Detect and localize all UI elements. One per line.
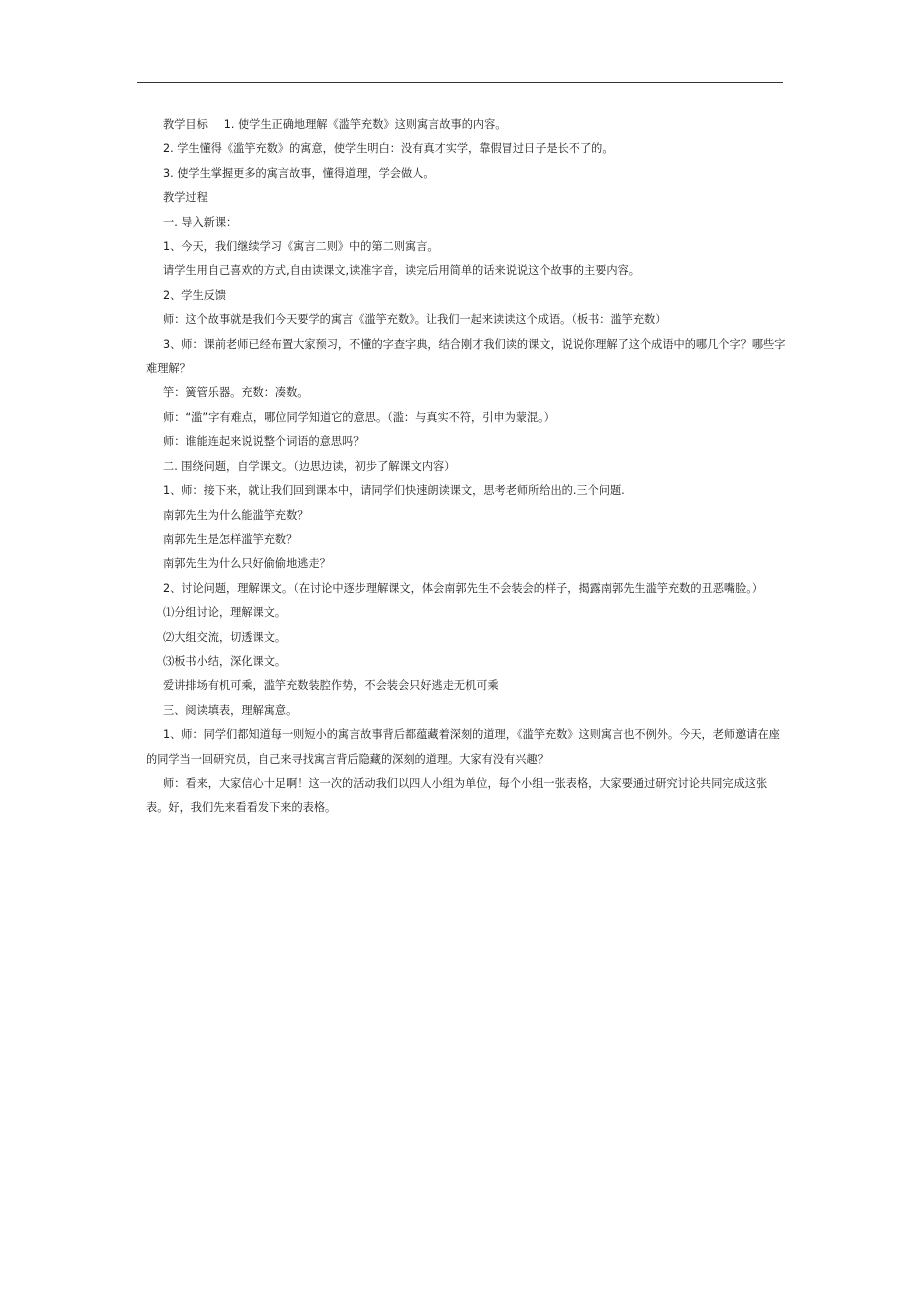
list-item: ⑶板书小结，深化课文。 <box>163 654 287 668</box>
question-item: 南郭先生为什么能滥竽充数？ <box>163 508 309 522</box>
teaching-goal-2: 2. 学生懂得《滥竽充数》的寓意，使学生明白：没有真才实学，靠假冒过日子是长不了的。 <box>163 142 614 156</box>
paragraph: 师：谁能连起来说说整个词语的意思吗？ <box>163 435 365 449</box>
paragraph: 2、学生反馈 <box>163 288 227 302</box>
teaching-goal-label: 教学目标 <box>163 118 208 131</box>
paragraph: 请学生用自己喜欢的方式,自由读课文,读准字音，读完后用简单的话来说说这个故事的主要内容。 <box>163 264 640 278</box>
paragraph: 师：这个故事就是我们今天要学的寓言《滥竽充数》。让我们一起来读读这个成语。（板书：滥竽充数） <box>163 313 667 327</box>
question-item: 南郭先生为什么只好偷偷地逃走？ <box>163 557 331 571</box>
paragraph: 师：“滥”字有难点，哪位同学知道它的意思。（滥：与真实不符，引申为蒙混。） <box>163 410 555 424</box>
teaching-goal-1 <box>146 113 786 137</box>
paragraph: 3、师：课前老师已经布置大家预习，不懂的字查字典，结合刚才我们读的课文，说说你理解了这个成语中的哪几个字？哪些字难理解？ <box>146 337 786 376</box>
teaching-goal-text: 1. 使学生正确地理解《滥竽充数》这则寓言故事的内容。 <box>223 118 507 131</box>
section-heading-3: 三、阅读填表，理解寓意。 <box>163 703 298 717</box>
paragraph: 2、讨论问题，理解课文。（在讨论中逐步理解课文，体会南郭先生不会装会的样子，揭露南郭先生滥竽充数的丑恶嘴脸。） <box>163 581 764 595</box>
question-item: 南郭先生是怎样滥竽充数？ <box>163 532 298 546</box>
header-rule <box>137 82 783 83</box>
section-heading-1: 一. 导入新课： <box>163 215 238 229</box>
section-heading-process: 教学过程 <box>163 191 208 205</box>
list-item: ⑴分组讨论，理解课文。 <box>163 606 287 620</box>
document-body <box>146 113 786 821</box>
teaching-goal-3: 3. 使学生掌握更多的寓言故事，懂得道理，学会做人。 <box>163 166 435 180</box>
section-heading-2: 二. 围绕问题，自学课文。（边思边读，初步了解课文内容） <box>163 459 456 473</box>
paragraph: 1、今天，我们继续学习《寓言二则》中的第二则寓言。 <box>163 240 439 254</box>
list-item: ⑵大组交流，切透课文。 <box>163 630 287 644</box>
board-summary: 爱讲排场有机可乘，滥竽充数装腔作势，不会装会只好逃走无机可乘 <box>163 679 499 693</box>
paragraph: 竽：簧管乐器。充数：凑数。 <box>163 386 309 400</box>
paragraph: 1、师：接下来，就让我们回到课本中，请同学们快速朗读课文，思考老师所给出的.三个问题. <box>163 484 625 498</box>
paragraph: 师：看来，大家信心十足啊！这一次的活动我们以四人小组为单位，每个小组一张表格，大家要通过研究讨论共同完成这张表。好，我们先来看看发下来的表格。 <box>146 776 768 815</box>
paragraph: 1、师：同学们都知道每一则短小的寓言故事背后都蕴藏着深刻的道理，《滥竽充数》这则寓言也不例外。今天，老师邀请在座的同学当一回研究员，自己来寻找寓言背后隐藏的深刻的道理。大家有没有兴趣？ <box>146 728 780 766</box>
